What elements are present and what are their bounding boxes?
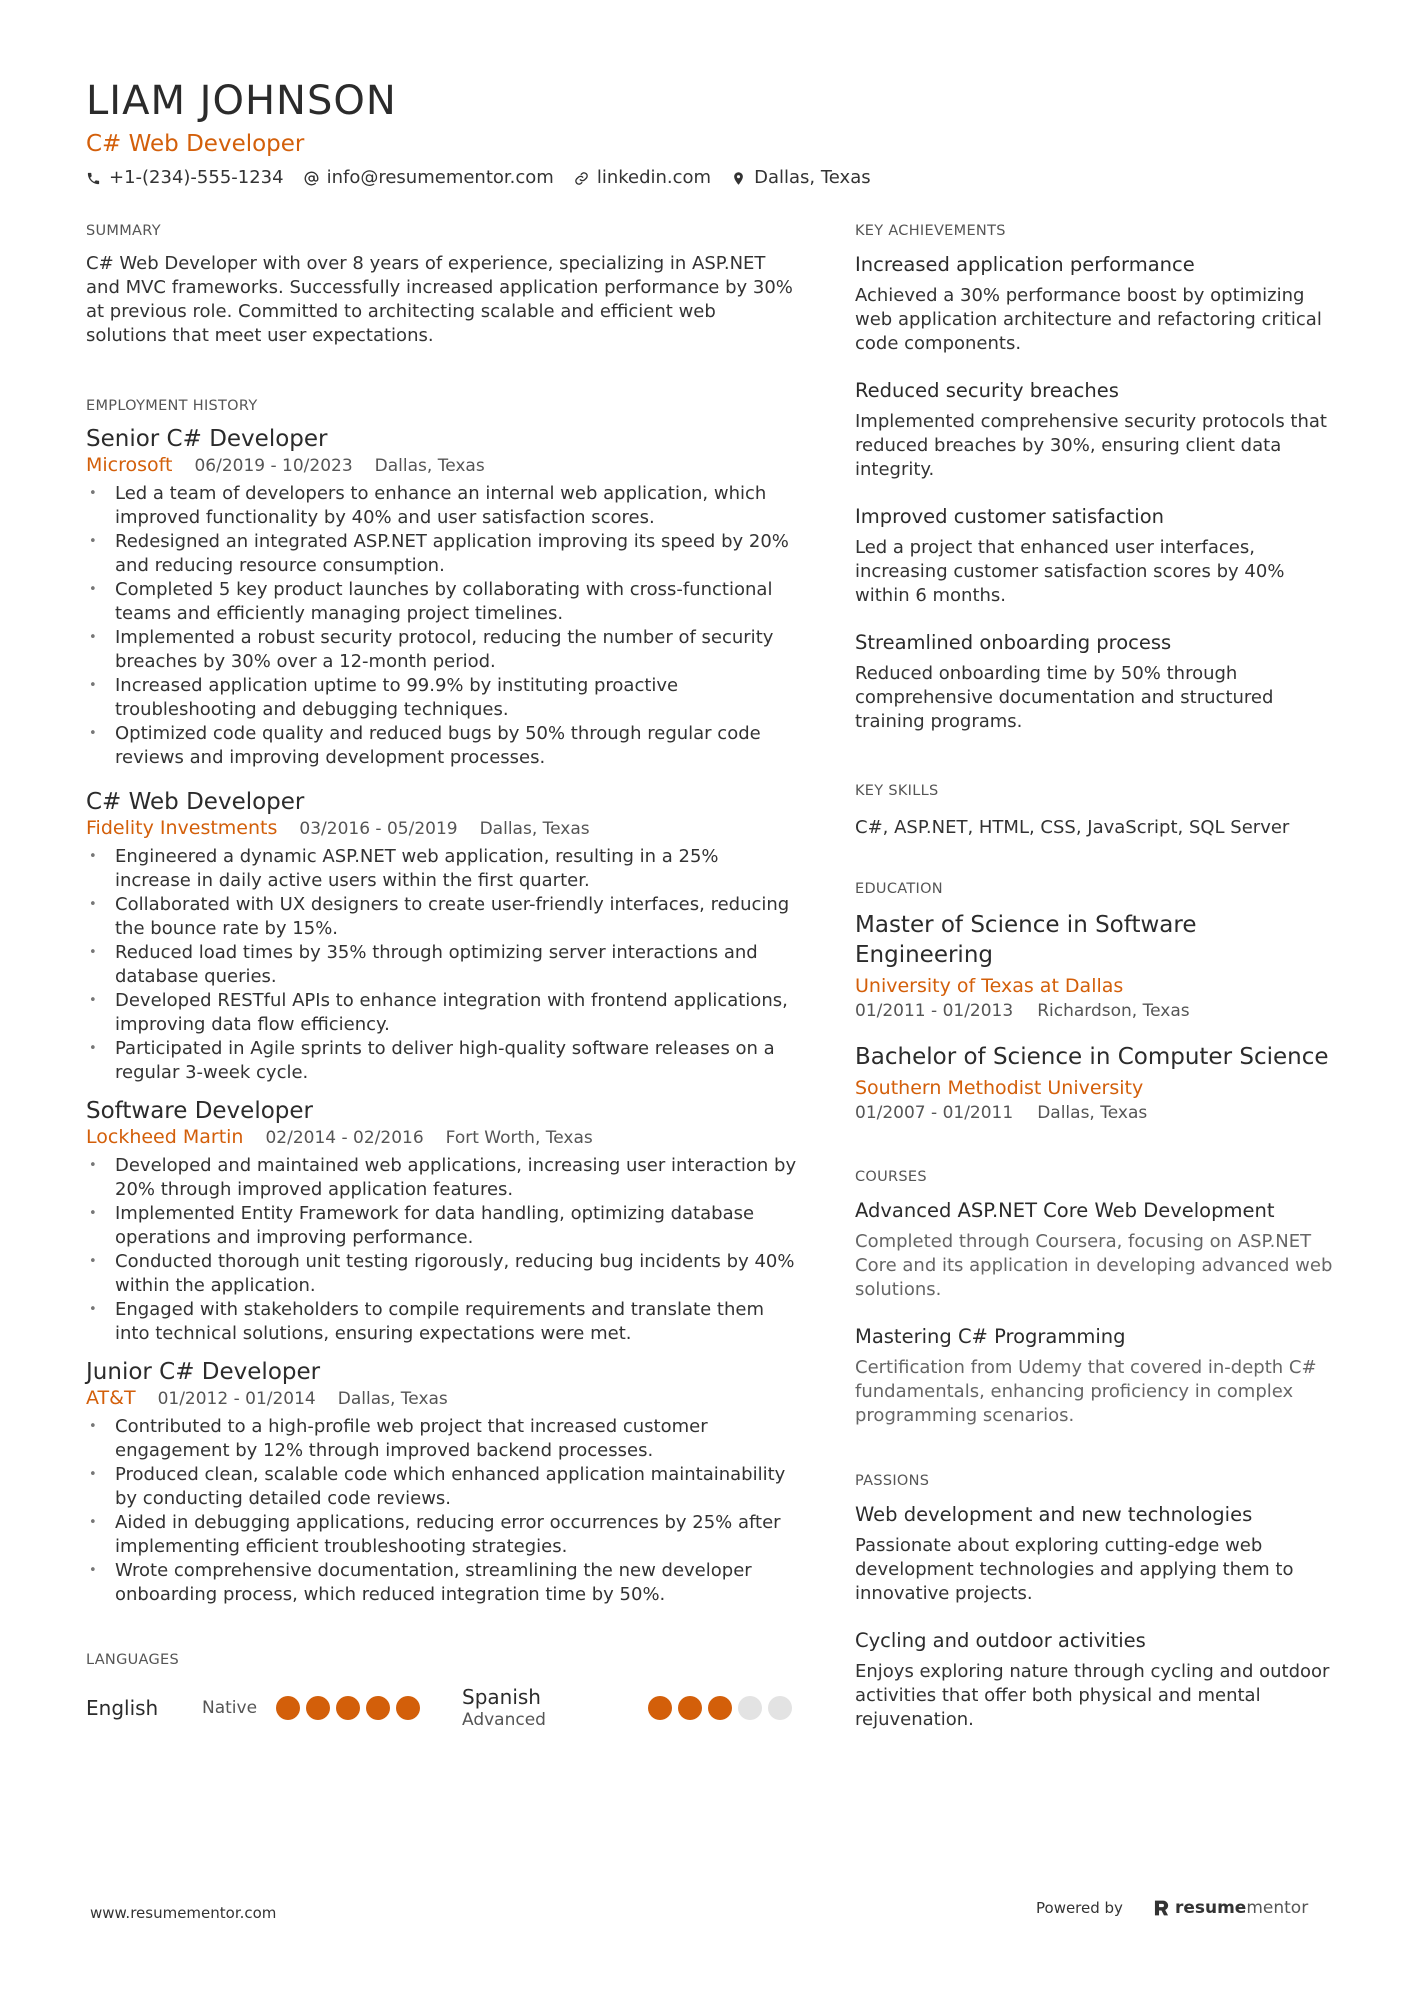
- job-bullet: • Optimized code quality and reduced bugs by 50% through regular code reviews and improving development processes.: [86, 722, 798, 770]
- passions-heading: PASSIONS: [855, 1473, 930, 1489]
- job-entry: [86, 1358, 798, 1607]
- achievement-title: Increased application performance: [855, 253, 1195, 276]
- rating-dot-filled: [396, 1696, 420, 1720]
- job-location: Dallas, Texas: [337, 1389, 448, 1409]
- job-location: Dallas, Texas: [479, 819, 590, 839]
- rating-dot-filled: [336, 1696, 360, 1720]
- education-item: [855, 1042, 1335, 1124]
- footer-website[interactable]: www.resumementor.com: [90, 1904, 277, 1922]
- achievement-title: Reduced security breaches: [855, 379, 1119, 402]
- skills-text: C#, ASP.NET, HTML, CSS, JavaScript, SQL Server: [855, 817, 1290, 838]
- rating-dot-filled: [366, 1696, 390, 1720]
- job-bullet: • Redesigned an integrated ASP.NET application improving its speed by 20% and reducing resource consumption.: [86, 530, 798, 578]
- job-company: Lockheed Martin: [86, 1126, 244, 1148]
- passion-title: Cycling and outdoor activities: [855, 1629, 1146, 1652]
- language-name: Spanish: [462, 1685, 541, 1709]
- courses-heading: COURSES: [855, 1169, 927, 1185]
- job-meta: [86, 817, 798, 840]
- language-item: [462, 1685, 798, 1731]
- contact-row: [86, 166, 1326, 190]
- job-title: Junior C# Developer: [86, 1359, 321, 1385]
- job-entry: [86, 425, 798, 770]
- education-school: Southern Methodist University: [855, 1077, 1144, 1099]
- languages-section: [86, 1651, 798, 1731]
- language-name: English: [86, 1696, 159, 1720]
- job-location: Dallas, Texas: [374, 456, 485, 476]
- achievement-desc: Achieved a 30% performance boost by optimizing web application architecture and refactoring critical code components.: [855, 285, 1322, 354]
- summary-text: C# Web Developer with over 8 years of experience, specializing in ASP.NET and MVC frameworks. Successfully increased application performance by 30% at previous role. Committed to architecting scalable and efficient web solutions that meet user expectations.: [86, 253, 793, 346]
- passion-desc: Enjoys exploring nature through cycling and outdoor activities that offer both physical and mental rejuvenation.: [855, 1661, 1330, 1730]
- job-bullet: • Reduced load times by 35% through optimizing server interactions and database queries.: [86, 941, 798, 989]
- summary-heading: SUMMARY: [86, 223, 161, 239]
- job-meta: [86, 1126, 798, 1149]
- resume-header: [86, 78, 1326, 190]
- candidate-name: LIAM JOHNSON: [86, 78, 397, 124]
- job-meta: [86, 1387, 798, 1410]
- resumementor-logo-icon: [1153, 1899, 1170, 1917]
- passion-desc: Passionate about exploring cutting-edge web development technologies and applying them to innovative projects.: [855, 1535, 1294, 1604]
- job-company: Microsoft: [86, 454, 173, 476]
- rating-dot-filled: [678, 1696, 702, 1720]
- education-location: Dallas, Texas: [1037, 1103, 1148, 1123]
- course-title: Advanced ASP.NET Core Web Development: [855, 1199, 1275, 1222]
- job-dates: 02/2014 - 02/2016: [265, 1128, 424, 1148]
- achievement-item: [855, 504, 1335, 608]
- job-bullet: • Engaged with stakeholders to compile requirements and translate them into technical solutions, ensuring expectations were met.: [86, 1298, 798, 1346]
- education-section: [855, 880, 1335, 1124]
- contact-linkedin[interactable]: [574, 166, 711, 190]
- brand-name-bold: resume: [1174, 1898, 1247, 1918]
- passions-section: [855, 1472, 1335, 1732]
- job-title: Senior C# Developer: [86, 426, 328, 452]
- job-dates: 06/2019 - 10/2023: [194, 456, 353, 476]
- achievements-heading: KEY ACHIEVEMENTS: [855, 223, 1006, 239]
- at-icon: [304, 171, 319, 186]
- language-level: Advanced: [462, 1710, 546, 1730]
- achievement-item: [855, 378, 1335, 482]
- job-bullets: [86, 482, 798, 770]
- contact-phone[interactable]: [86, 166, 284, 190]
- employment-section: [86, 397, 798, 1607]
- course-desc: Certification from Udemy that covered in-depth C# fundamentals, enhancing proficiency in complex programming scenarios.: [855, 1357, 1317, 1426]
- education-degree: Bachelor of Science in Computer Science: [855, 1044, 1329, 1070]
- courses-section: [855, 1168, 1335, 1428]
- job-bullets: [86, 845, 798, 1085]
- left-column: [86, 222, 798, 1731]
- language-rating: [276, 1696, 426, 1720]
- job-location: Fort Worth, Texas: [445, 1128, 593, 1148]
- job-company: Fidelity Investments: [86, 817, 278, 839]
- education-degree: Master of Science in Software Engineering: [855, 912, 1197, 968]
- course-desc: Completed through Coursera, focusing on ASP.NET Core and its application in developing advanced web solutions.: [855, 1231, 1333, 1300]
- job-bullet: • Developed and maintained web applications, increasing user interaction by 20% through improved application features.: [86, 1154, 798, 1202]
- language-level: Native: [202, 1698, 258, 1718]
- education-dates: 01/2007 - 01/2011: [855, 1103, 1014, 1123]
- rating-dot-filled: [708, 1696, 732, 1720]
- languages-heading: LANGUAGES: [86, 1652, 179, 1668]
- education-dates: 01/2011 - 01/2013: [855, 1001, 1014, 1021]
- phone-icon: [86, 171, 101, 186]
- rating-dot-filled: [306, 1696, 330, 1720]
- languages-row: [86, 1685, 798, 1731]
- language-stack: [462, 1685, 648, 1731]
- map-pin-icon: [731, 171, 746, 186]
- job-bullet: • Wrote comprehensive documentation, streamlining the new developer onboarding process, which reduced integration time by 50%.: [86, 1559, 798, 1607]
- contact-location: [731, 166, 871, 190]
- education-item: [855, 910, 1335, 1022]
- job-meta: [86, 454, 798, 477]
- candidate-role: C# Web Developer: [86, 131, 305, 157]
- rating-dot-filled: [648, 1696, 672, 1720]
- job-bullet: • Engineered a dynamic ASP.NET web application, resulting in a 25% increase in daily active users within the first quarter.: [86, 845, 798, 893]
- job-company: AT&T: [86, 1387, 136, 1409]
- course-item: [855, 1324, 1335, 1428]
- education-school: University of Texas at Dallas: [855, 975, 1124, 997]
- job-bullet: • Completed 5 key product launches by collaborating with cross-functional teams and efficiently managing project timelines.: [86, 578, 798, 626]
- job-bullet: • Developed RESTful APIs to enhance integration with frontend applications, improving data flow efficiency.: [86, 989, 798, 1037]
- job-bullet: • Aided in debugging applications, reducing error occurrences by 25% after implementing efficient troubleshooting strategies.: [86, 1511, 798, 1559]
- contact-email[interactable]: [304, 166, 554, 190]
- location-text: Dallas, Texas: [754, 167, 871, 188]
- job-dates: 01/2012 - 01/2014: [157, 1389, 316, 1409]
- brand-name-rest: mentor: [1246, 1898, 1309, 1918]
- job-bullet: • Increased application uptime to 99.9% by instituting proactive troubleshooting and debugging techniques.: [86, 674, 798, 722]
- employment-heading: EMPLOYMENT HISTORY: [86, 398, 258, 414]
- job-bullet: • Led a team of developers to enhance an internal web application, which improved functionality by 40% and user satisfaction scores.: [86, 482, 798, 530]
- skills-heading: KEY SKILLS: [855, 783, 939, 799]
- language-rating: [648, 1696, 798, 1720]
- achievement-item: [855, 252, 1335, 356]
- course-item: [855, 1198, 1335, 1302]
- email-text: info@resumementor.com: [326, 167, 554, 188]
- rating-dot-empty: [738, 1696, 762, 1720]
- right-column: [855, 222, 1335, 1732]
- achievement-desc: Reduced onboarding time by 50% through comprehensive documentation and structured training programs.: [855, 663, 1274, 732]
- education-location: Richardson, Texas: [1037, 1001, 1190, 1021]
- achievement-desc: Implemented comprehensive security protocols that reduced breaches by 30%, ensuring client data integrity.: [855, 411, 1327, 480]
- job-dates: 03/2016 - 05/2019: [299, 819, 458, 839]
- job-bullet: • Contributed to a high-profile web project that increased customer engagement by 12% through improved backend processes.: [86, 1415, 798, 1463]
- linkedin-text: linkedin.com: [596, 167, 712, 188]
- job-bullet: • Participated in Agile sprints to deliver high-quality software releases on a regular 3-week cycle.: [86, 1037, 798, 1085]
- achievement-desc: Led a project that enhanced user interfaces, increasing customer satisfaction scores by 40% within 6 months.: [855, 537, 1285, 606]
- achievement-item: [855, 630, 1335, 734]
- job-bullet: • Produced clean, scalable code which enhanced application maintainability by conducting detailed code reviews.: [86, 1463, 798, 1511]
- job-bullets: [86, 1154, 798, 1346]
- job-bullets: [86, 1415, 798, 1607]
- powered-by-label: Powered by: [1036, 1899, 1123, 1917]
- achievement-title: Improved customer satisfaction: [855, 505, 1165, 528]
- language-item: [86, 1696, 462, 1720]
- course-title: Mastering C# Programming: [855, 1325, 1126, 1348]
- skills-section: [855, 782, 1335, 840]
- summary-section: [86, 222, 798, 348]
- rating-dot-filled: [276, 1696, 300, 1720]
- passion-item: [855, 1502, 1335, 1606]
- education-meta: [855, 1102, 1335, 1124]
- education-heading: EDUCATION: [855, 881, 943, 897]
- education-meta: [855, 1000, 1335, 1022]
- job-bullet: • Conducted thorough unit testing rigorously, reducing bug incidents by 40% within the application.: [86, 1250, 798, 1298]
- phone-text: +1-(234)-555-1234: [109, 167, 284, 188]
- rating-dot-empty: [768, 1696, 792, 1720]
- job-title: Software Developer: [86, 1098, 313, 1124]
- passion-title: Web development and new technologies: [855, 1503, 1253, 1526]
- link-icon: [574, 171, 589, 186]
- footer-branding: [1036, 1898, 1308, 1918]
- brand-logo[interactable]: [1153, 1898, 1308, 1918]
- job-title: C# Web Developer: [86, 789, 305, 815]
- passion-item: [855, 1628, 1335, 1732]
- job-entry: [86, 788, 798, 1085]
- job-bullet: • Collaborated with UX designers to create user-friendly interfaces, reducing the bounce rate by 15%.: [86, 893, 798, 941]
- achievement-title: Streamlined onboarding process: [855, 631, 1172, 654]
- job-entry: [86, 1097, 798, 1346]
- job-bullet: • Implemented Entity Framework for data handling, optimizing database operations and improving performance.: [86, 1202, 798, 1250]
- achievements-section: [855, 222, 1335, 734]
- job-bullet: • Implemented a robust security protocol, reducing the number of security breaches by 30% over a 12-month period.: [86, 626, 798, 674]
